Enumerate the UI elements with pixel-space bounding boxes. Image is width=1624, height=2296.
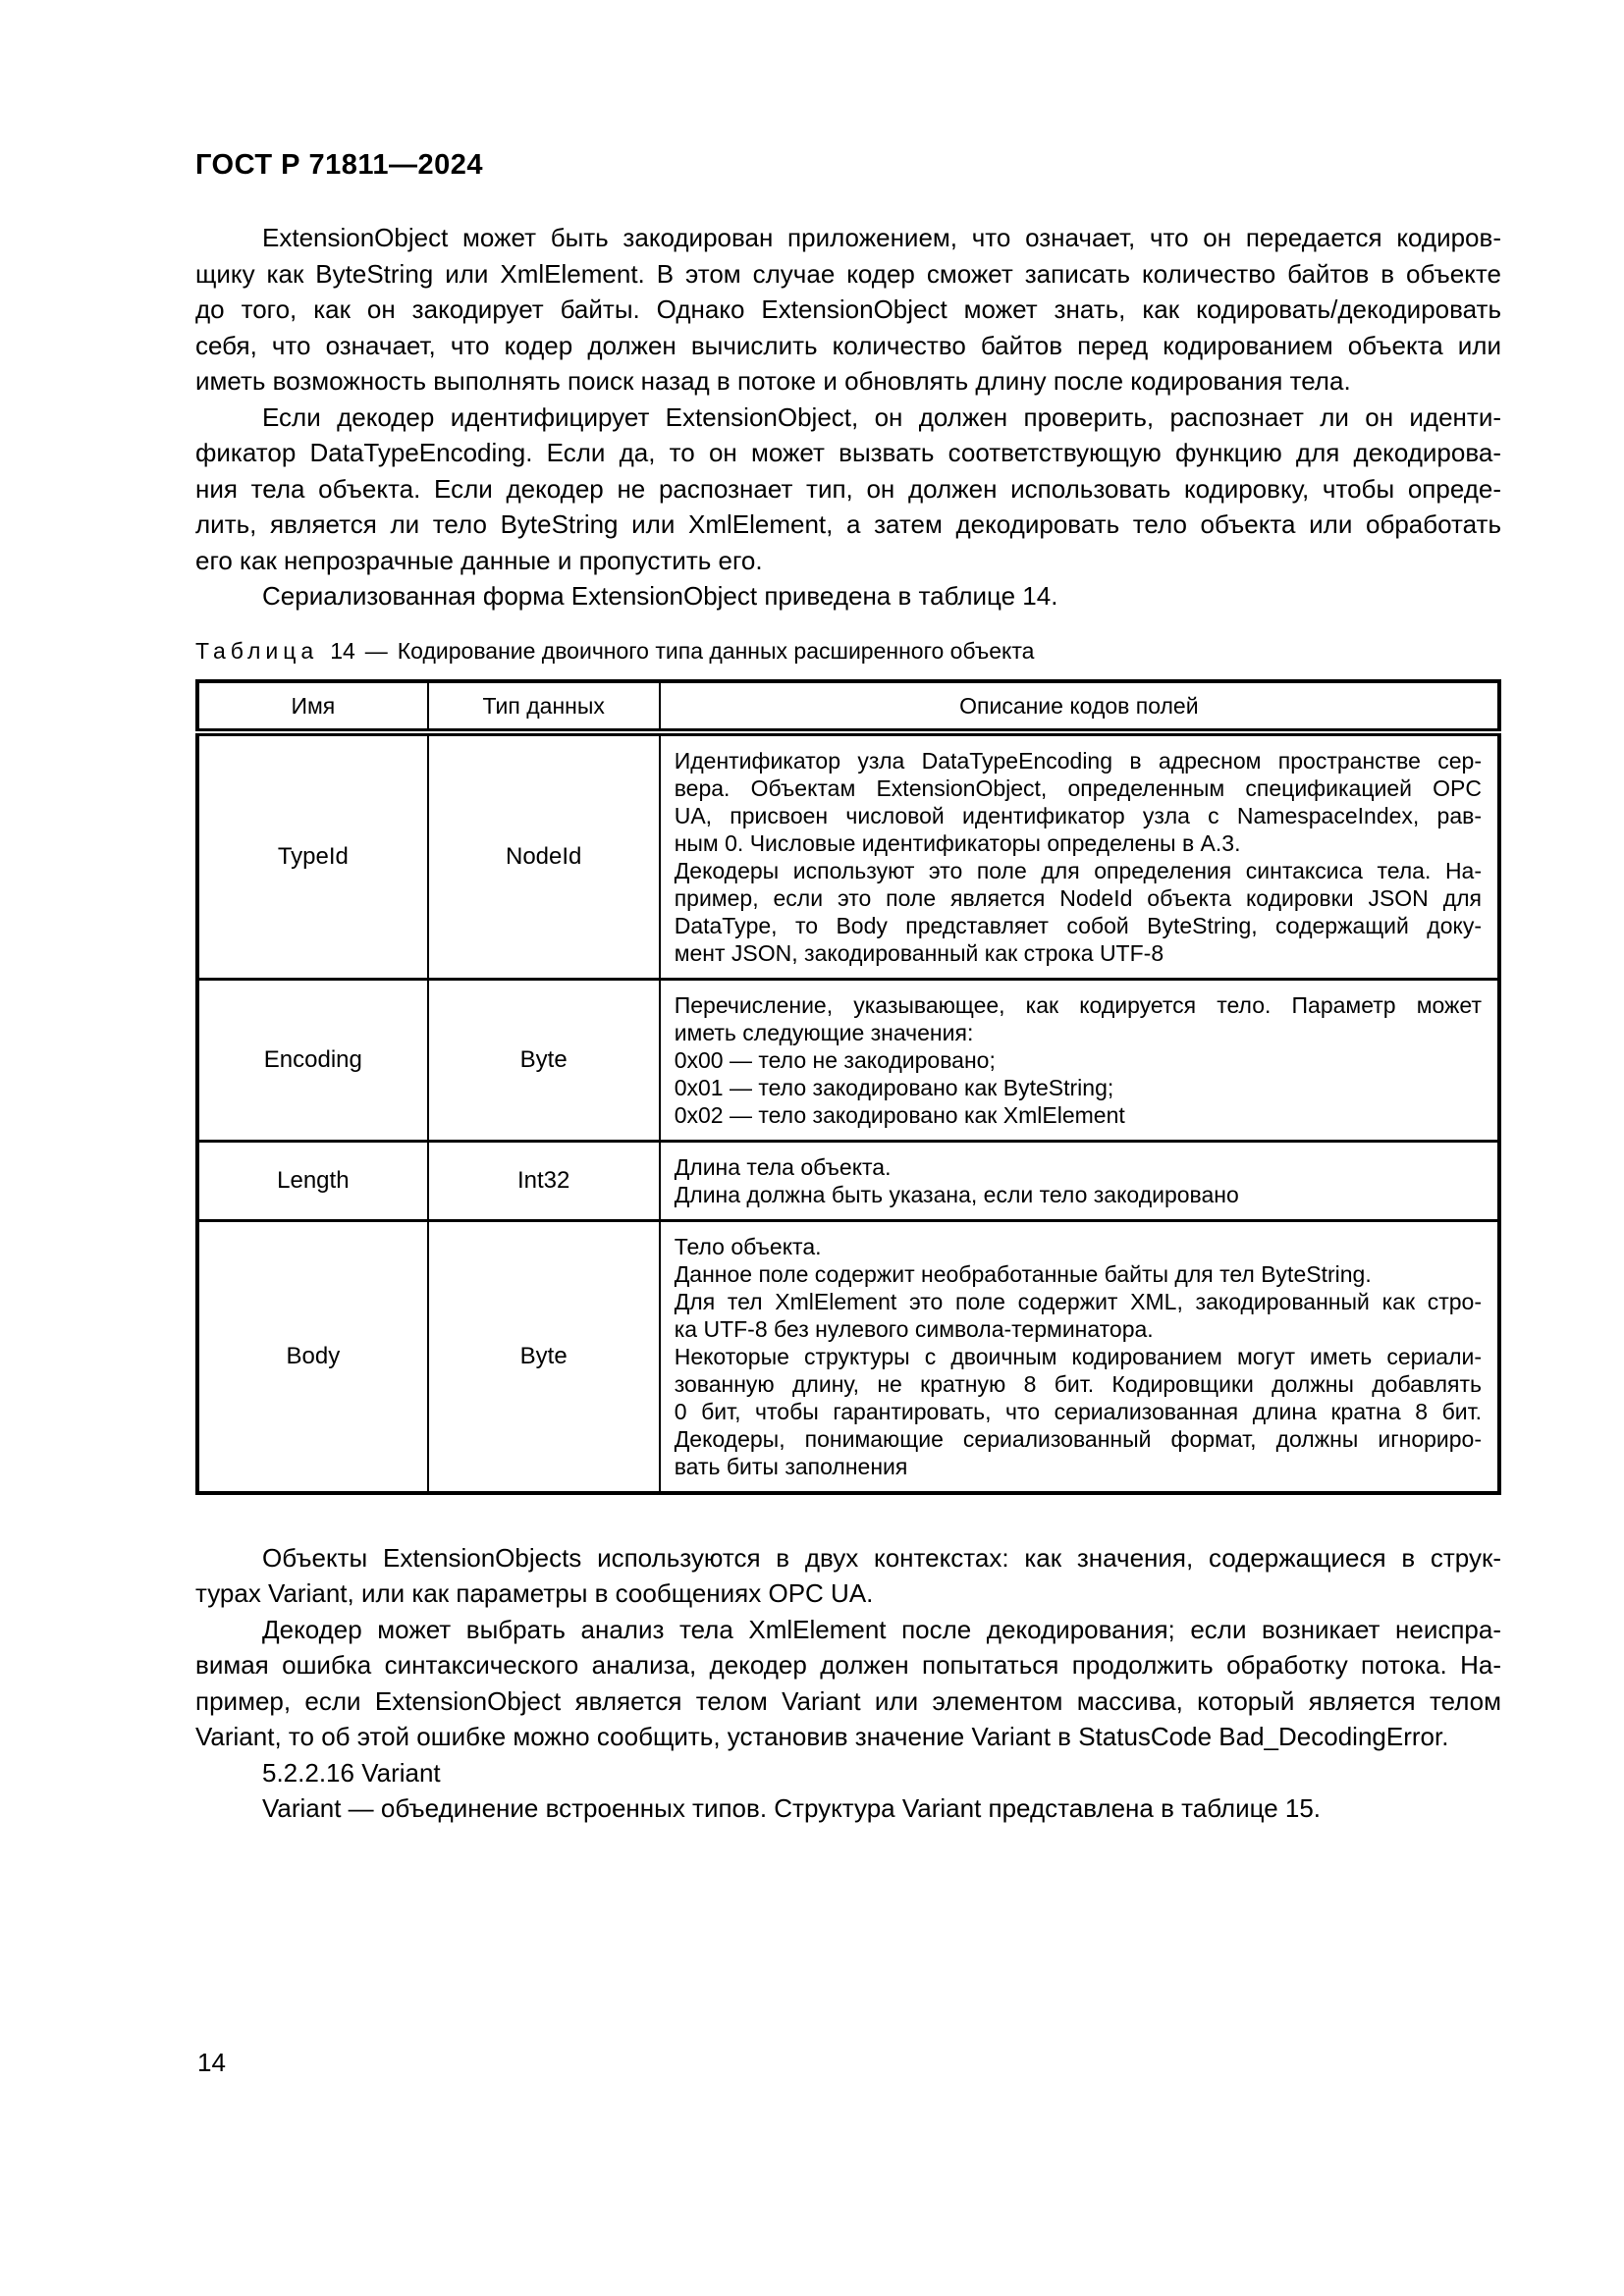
text-line: Сериализованная форма ExtensionObject приведена в таблице 14.: [262, 581, 1058, 611]
text-line: Длина тела объекта.: [674, 1153, 892, 1180]
text-line: 0x01 — тело закодировано как ByteString;: [674, 1074, 1114, 1100]
cell-datatype: NodeId: [428, 732, 660, 980]
text-line: иметь следующие значения:: [674, 1019, 974, 1045]
paragraph: [195, 1790, 1501, 1827]
text-line: мент JSON, закодированный как строка UTF-8: [674, 939, 1164, 966]
table-row: [197, 732, 1499, 980]
text-line: Variant, то об этой ошибке можно сообщить, установив значение Variant в StatusCode Bad_DecodingError.: [195, 1722, 1449, 1751]
text-line: пример, если это поле является NodeId объекта кодировки JSON для: [674, 884, 1482, 911]
paragraph: [195, 1540, 1501, 1612]
text-line: Для тел XmlElement это поле содержит XML, закодированный как стро-: [674, 1288, 1482, 1314]
column-header-datatype: Тип данных: [428, 681, 660, 732]
text-line: щику как ByteString или XmlElement. В этом случае кодер сможет записать количество байтов в объекте: [195, 258, 1501, 289]
cell-datatype: Byte: [428, 979, 660, 1141]
text-line: иметь возможность выполнять поиск назад в потоке и обновлять длину после кодирования тела.: [195, 366, 1351, 396]
text-line: Идентификатор узла DataTypeEncoding в адресном пространстве сер-: [674, 747, 1482, 774]
cell-paragraph: [675, 1046, 1482, 1074]
table-caption-dash: —: [364, 637, 388, 664]
cell-paragraph: [675, 1101, 1482, 1129]
cell-paragraph: [675, 1343, 1482, 1480]
text-line: Данное поле содержит необработанные байты для тел ByteString.: [674, 1260, 1372, 1287]
text-line: Тело объекта.: [674, 1233, 822, 1259]
table-row: [197, 1220, 1499, 1493]
text-line: 0x00 — тело не закодировано;: [674, 1046, 996, 1073]
clause-heading: [195, 1755, 1501, 1791]
cell-name: TypeId: [197, 732, 428, 980]
document-title: ГОСТ Р 71811—2024: [195, 149, 484, 181]
encoding-table: [195, 679, 1501, 1495]
cell-datatype: Int32: [428, 1141, 660, 1220]
intro-section: [195, 220, 1501, 614]
cell-description: [660, 732, 1499, 980]
paragraph: [195, 578, 1501, 614]
table-row: [197, 979, 1499, 1141]
column-header-description: Описание кодов полей: [660, 681, 1499, 732]
text-line: Декодеры, понимающие сериализованный формат, должны игнориро-: [674, 1425, 1482, 1452]
cell-paragraph: [675, 1233, 1482, 1260]
cell-paragraph: [675, 1074, 1482, 1101]
text-line: его как непрозрачные данные и пропустить его.: [195, 545, 763, 575]
text-line: ным 0. Числовые идентификаторы определены в А.3.: [674, 829, 1241, 856]
text-line: фикатор DataTypeEncoding. Если да, то он может вызвать соответствующую функцию для декодирова-: [195, 438, 1501, 467]
text-line: 0 бит, чтобы гарантировать, что сериализованная длина кратна 8 бит.: [674, 1398, 1482, 1424]
table-caption: [195, 636, 1501, 666]
text-line: вимая ошибка синтаксического анализа, декодер должен попытаться продолжить обработку потока. На-: [195, 1650, 1501, 1680]
text-line: Длина должна быть указана, если тело закодировано: [674, 1181, 1239, 1207]
cell-datatype: Byte: [428, 1220, 660, 1493]
cell-description: [660, 1220, 1499, 1493]
text-line: вера. Объектам ExtensionObject, определенным спецификацией OPC: [674, 774, 1482, 801]
cell-paragraph: [675, 1153, 1482, 1181]
cell-name: Body: [197, 1220, 428, 1493]
text-line: турах Variant, или как параметры в сообщениях OPC UA.: [195, 1578, 874, 1608]
text-line: Некоторые структуры с двоичным кодированием могут иметь сериали-: [674, 1343, 1482, 1369]
cell-name: Length: [197, 1141, 428, 1220]
text-line: лить, является ли тело ByteString или XmlElement, а затем декодировать тело объекта или обработать: [195, 509, 1501, 539]
paragraph: [195, 220, 1501, 400]
page-number: 14: [197, 2048, 226, 2077]
text-line: ка UTF-8 без нулевого символа-терминатора.: [674, 1315, 1154, 1342]
text-line: Декодер может выбрать анализ тела XmlElement после декодирования; если возникает неиспра-: [262, 1614, 1501, 1644]
text-line: 0x02 — тело закодировано как XmlElement: [674, 1101, 1125, 1128]
paragraph: [195, 400, 1501, 579]
text-line: Перечисление, указывающее, как кодируется тело. Параметр может: [674, 991, 1482, 1018]
text-line: 5.2.2.16 Variant: [262, 1757, 441, 1788]
cell-paragraph: [675, 747, 1482, 857]
text-line: UA, присвоен числовой идентификатор узла с NamespaceIndex, рав-: [674, 802, 1482, 828]
text-line: Декодеры используют это поле для определения синтаксиса тела. На-: [674, 857, 1482, 883]
text-line: DataType, то Body представляет собой ByteString, содержащий доку-: [674, 912, 1482, 938]
table-header-row: [197, 681, 1499, 732]
cell-name: Encoding: [197, 979, 428, 1141]
closing-section: [195, 1540, 1501, 1827]
table-caption-title: Кодирование двоичного типа данных расширенного объекта: [397, 637, 1035, 664]
table-row: [197, 1141, 1499, 1220]
cell-paragraph: [675, 1181, 1482, 1208]
text-line: ExtensionObject может быть закодирован приложением, что означает, что он передается кодиров-: [262, 223, 1501, 252]
page-content: [195, 149, 1501, 1827]
column-header-name: Имя: [197, 681, 428, 732]
text-line: Если декодер идентифицирует ExtensionObject, он должен проверить, распознает ли он иденти-: [262, 401, 1501, 432]
text-line: вать биты заполнения: [674, 1453, 908, 1479]
table-caption-number: 14: [330, 637, 355, 664]
text-line: пример, если ExtensionObject является телом Variant или элементом массива, который является телом: [195, 1685, 1501, 1716]
text-line: зованную длину, не кратную 8 бит. Кодировщики должны добавлять: [674, 1370, 1482, 1397]
table-caption-word: Таблица: [195, 637, 319, 664]
cell-paragraph: [675, 1260, 1482, 1288]
paragraph: [195, 1612, 1501, 1755]
text-line: Variant — объединение встроенных типов. Структура Variant представлена в таблице 15.: [262, 1793, 1322, 1823]
cell-description: [660, 979, 1499, 1141]
cell-paragraph: [675, 991, 1482, 1046]
text-line: до того, как он закодирует байты. Однако ExtensionObject может знать, как кодировать/декодировать: [195, 294, 1501, 324]
text-line: себя, что означает, что кодер должен вычислить количество байтов перед кодированием объекта или: [195, 330, 1501, 360]
text-line: ния тела объекта. Если декодер не распознает тип, он должен использовать кодировку, чтобы опреде-: [195, 473, 1501, 504]
cell-paragraph: [675, 1288, 1482, 1343]
text-line: Объекты ExtensionObjects используются в двух контекстах: как значения, содержащиеся в струк-: [262, 1542, 1501, 1573]
cell-description: [660, 1141, 1499, 1220]
cell-paragraph: [675, 857, 1482, 967]
